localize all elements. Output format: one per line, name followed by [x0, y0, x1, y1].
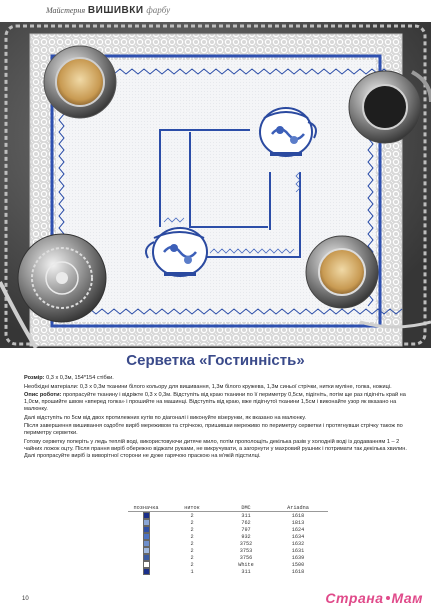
- legend-threads-cell: 2: [190, 533, 194, 540]
- legend-header-threads: ниток: [184, 504, 200, 511]
- legend-symbol-swatch-icon: [143, 519, 150, 526]
- legend-dmc-cell: 932: [241, 533, 251, 540]
- legend-dmc-cell: 3752: [239, 540, 253, 547]
- legend-row: [128, 526, 328, 533]
- legend-row: [128, 533, 328, 540]
- diagonal-paragraph: Далі відступіть по 5см від двох протилежних кутів по діагоналі і виконуйте візерунки, як вказано на малюнку.: [24, 414, 306, 421]
- magazine-brand: [46, 5, 170, 16]
- brand-prefix: Майстерня: [46, 6, 86, 15]
- size-label: Розмір:: [24, 375, 45, 381]
- legend-threads-cell: 2: [190, 540, 194, 547]
- size-paragraph: [24, 375, 412, 382]
- legend-ariadna-cell: 1813: [291, 519, 305, 526]
- legend-symbol-swatch-icon: [143, 512, 150, 519]
- brand-name: ВИШИВКИ: [87, 5, 144, 16]
- legend-header-ariadna: Ariadna: [287, 504, 309, 511]
- legend-header-symbol: позначка: [133, 504, 159, 511]
- size-value: 0,3 х 0,3м, 154*154 стібки.: [44, 375, 114, 381]
- legend-dmc-cell: 797: [241, 526, 251, 533]
- materials-paragraph: Необхідні матеріали: 0,3 х 0,3м тканини білого кольору для вишивання, 1,3м білого кружева, 1,3м синьої стрічки, нитки муліне, голка, ножиці.: [24, 383, 392, 390]
- legend-symbol-cell: [128, 568, 164, 575]
- legend-threads-cell: 2: [190, 561, 194, 568]
- thread-legend: [128, 504, 328, 575]
- legend-dmc-cell: 311: [241, 568, 251, 575]
- washing-paragraph: Готову серветку поперіть у ледь теплій воді, використовуючи дитяче мило, потім прополощіть декілька разів у холодній воді із додаванням 1 – 2 чайних ложок оцту. Після прання виріб обережно віджати руками, не викручувати, а загорнути у махровий рушник і потримати так декілька хвилин. Далі пропрасуйте виріб із виворітної сторони не дуже гарячою праскою на м'якій підстилці.: [24, 438, 407, 459]
- work-value: пропрасуйте тканину і відріжте 0,3 х 0,3м. Відступіть від краю тканини по її периметру 0,5см, підігніть, потім ще раз підігніть край на 1,0см, прошийте швом «вперед голка» і прошийте на машинці. Відступіть від краю, вже підігнутої тканини 1,5см і виконайте узор як вказано на малюнку.: [24, 392, 406, 412]
- legend-symbol-cell: [128, 547, 164, 554]
- work-paragraph: [24, 392, 412, 413]
- finishing-paragraph: Після завершення вишивання оздобте виріб мереживом та стрічкою, пришивши мереживо по периметру серветки і протягнувши стрічку також по периметру серветки.: [24, 423, 403, 436]
- watermark-part1: Страна: [325, 590, 384, 606]
- article-title: Серветка «Гостинність»: [126, 352, 305, 369]
- legend-symbol-swatch-icon: [143, 533, 150, 540]
- legend-row: [128, 519, 328, 526]
- legend-row: [128, 512, 328, 519]
- legend-ariadna-cell: 1500: [291, 561, 305, 568]
- legend-ariadna-cell: 1624: [291, 526, 305, 533]
- legend-dmc-cell: 3756: [239, 554, 253, 561]
- work-label: Опис роботи:: [24, 392, 62, 398]
- legend-dmc-cell: 311: [241, 512, 251, 519]
- magazine-header: [0, 0, 431, 22]
- legend-ariadna-cell: 1639: [291, 554, 305, 561]
- watermark-part2: Мам: [391, 590, 423, 606]
- legend-rows: [128, 512, 328, 575]
- legend-header: [128, 504, 328, 512]
- legend-ariadna-cell: 1634: [291, 533, 305, 540]
- legend-threads-cell: 2: [190, 512, 194, 519]
- brand-suffix: фарбу: [146, 5, 171, 15]
- legend-symbol-cell: [128, 540, 164, 547]
- legend-ariadna-cell: 1618: [291, 512, 305, 519]
- legend-dmc-cell: White: [238, 561, 254, 568]
- legend-threads-cell: 2: [190, 519, 194, 526]
- legend-row: [128, 540, 328, 547]
- legend-row: [128, 561, 328, 568]
- legend-dmc-cell: 762: [241, 519, 251, 526]
- legend-dmc-cell: 3753: [239, 547, 253, 554]
- legend-symbol-swatch-icon: [143, 526, 150, 533]
- legend-threads-cell: 2: [190, 547, 194, 554]
- legend-ariadna-cell: 1631: [291, 547, 305, 554]
- legend-row: [128, 568, 328, 575]
- legend-symbol-cell: [128, 519, 164, 526]
- watermark-dot-icon: [386, 596, 390, 600]
- legend-symbol-swatch-icon: [143, 554, 150, 561]
- legend-row: [128, 547, 328, 554]
- legend-symbol-swatch-icon: [143, 540, 150, 547]
- legend-threads-cell: 1: [190, 568, 194, 575]
- legend-row: [128, 554, 328, 561]
- page-number: 10: [22, 596, 29, 602]
- legend-symbol-cell: [128, 526, 164, 533]
- legend-ariadna-cell: 1632: [291, 540, 305, 547]
- legend-threads-cell: 2: [190, 526, 194, 533]
- napkin-photo: [0, 22, 431, 348]
- legend-symbol-cell: [128, 512, 164, 519]
- legend-header-dmc: DMC: [241, 504, 251, 511]
- legend-symbol-swatch-icon: [143, 568, 150, 575]
- legend-symbol-cell: [128, 561, 164, 568]
- legend-symbol-cell: [128, 533, 164, 540]
- legend-ariadna-cell: 1618: [291, 568, 305, 575]
- site-watermark: [325, 590, 423, 606]
- legend-symbol-swatch-icon: [143, 547, 150, 554]
- legend-threads-cell: 2: [190, 554, 194, 561]
- legend-symbol-swatch-icon: [143, 561, 150, 568]
- article-body: [24, 375, 412, 461]
- legend-symbol-cell: [128, 554, 164, 561]
